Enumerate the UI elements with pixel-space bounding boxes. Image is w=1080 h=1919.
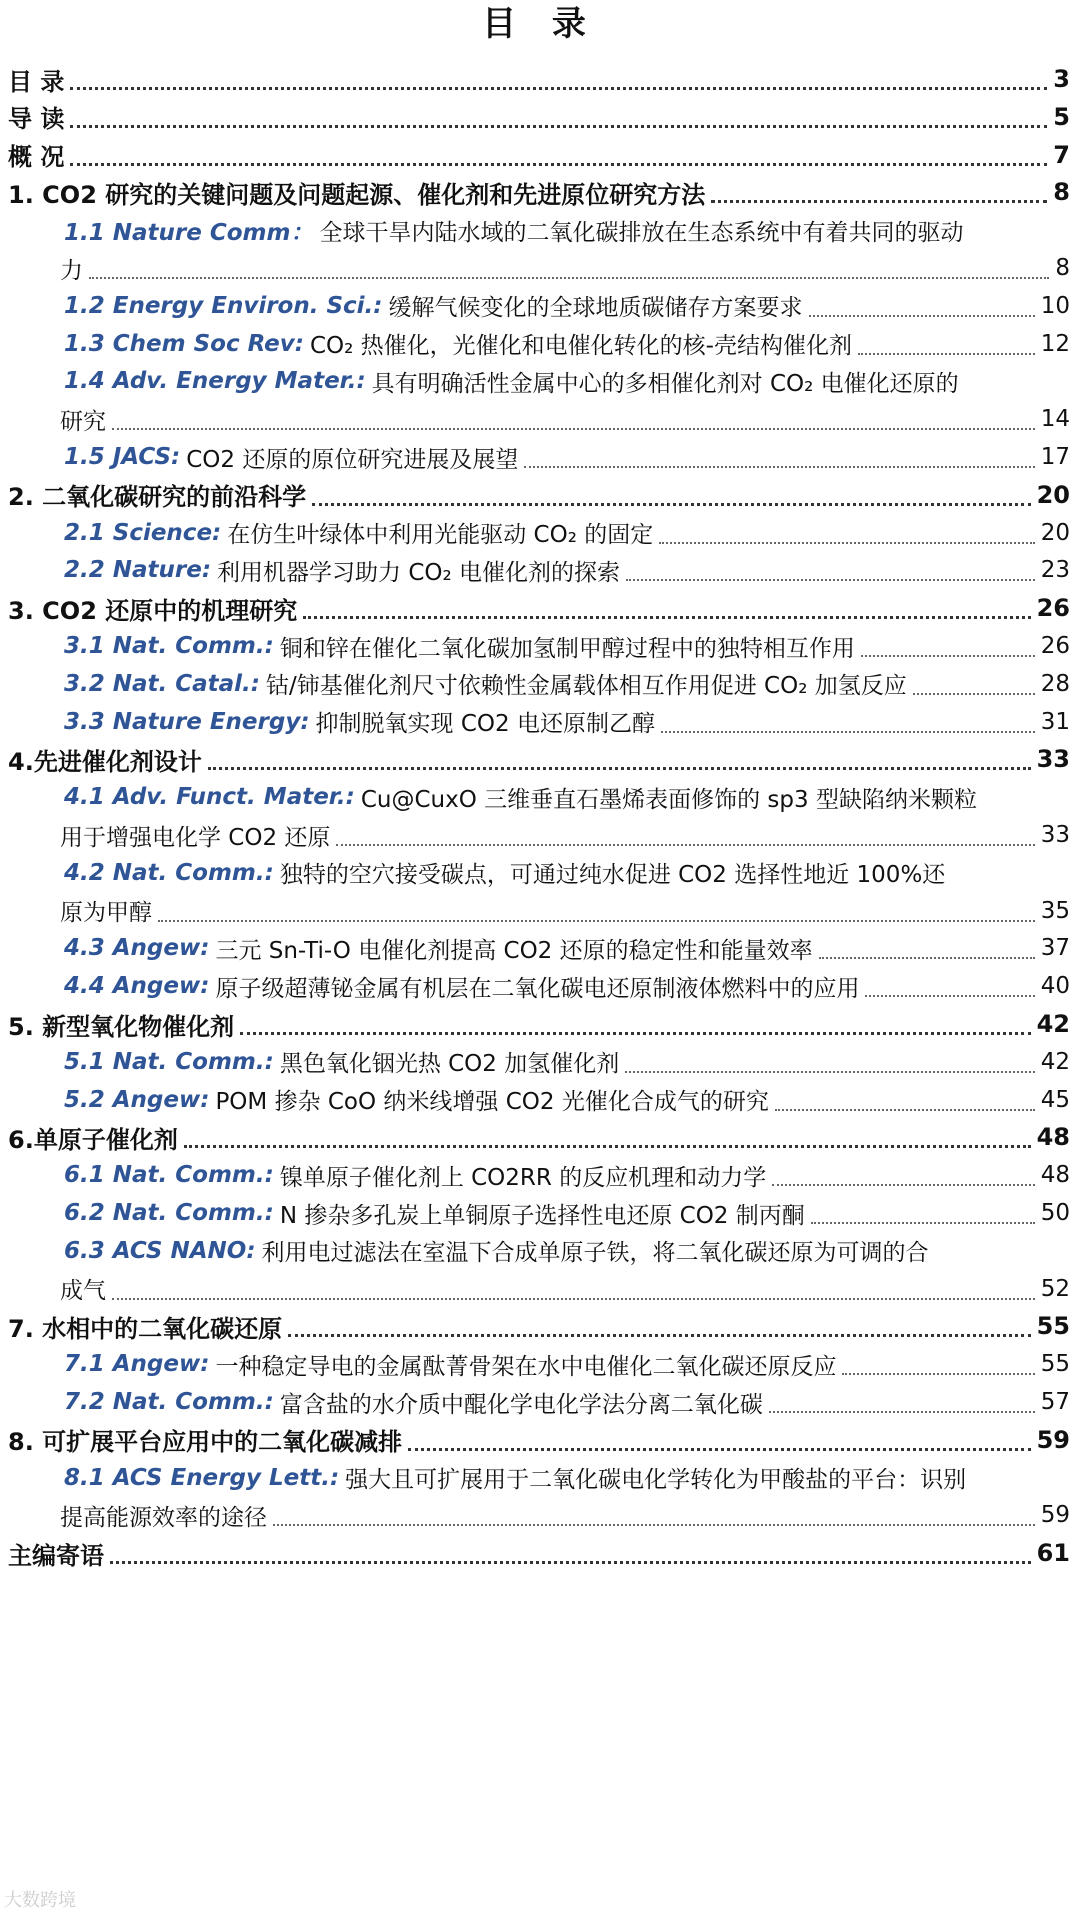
entry-title: 黑色氧化铟光热 CO2 加氢催化剂: [279, 1051, 620, 1078]
entry-title: 在仿生叶绿体中利用光能驱动 CO₂ 的固定: [227, 522, 654, 549]
journal-name: 3.1 Nat. Comm.:: [64, 633, 274, 659]
entry-title: 力: [60, 257, 83, 284]
entry-title: 缓解气候变化的全球地质碳储存方案要求: [388, 295, 803, 322]
entry-title: 用于增强电化学 CO2 还原: [60, 824, 331, 851]
entry-title: 抑制脱氧实现 CO2 电还原制乙醇: [315, 711, 655, 738]
dot-leader: [775, 1109, 1035, 1111]
dot-leader: [858, 353, 1035, 355]
entry-title: 提高能源效率的途径: [60, 1504, 267, 1531]
page-number: 26: [1040, 633, 1070, 659]
page-number: 59: [1036, 1425, 1070, 1454]
dot-leader: [711, 200, 1047, 203]
page-number: 12: [1040, 330, 1070, 357]
dot-leader: [659, 542, 1034, 544]
dot-leader: [626, 579, 1035, 581]
entry-title: 导 读: [8, 105, 65, 134]
page-number: 28: [1040, 670, 1070, 697]
dot-leader: [70, 125, 1047, 128]
journal-name: 3.2 Nat. Catal.:: [64, 670, 260, 697]
dot-leader: [913, 693, 1035, 695]
entry-title: 利用机器学习助力 CO₂ 电催化剂的探索: [217, 559, 621, 586]
entry-title: 利用电过滤法在室温下合成单原子铁，将二氧化碳还原为可调的合: [261, 1240, 929, 1267]
dot-leader: [819, 957, 1035, 959]
journal-name: 1.3 Chem Soc Rev:: [64, 330, 304, 357]
entry-title: 强大且可扩展用于二氧化碳电化学转化为甲酸盐的平台：识别: [345, 1467, 967, 1494]
page-number: 57: [1040, 1389, 1070, 1415]
dot-leader: [208, 767, 1031, 770]
entry-title: 概 况: [8, 143, 65, 172]
journal-name: 6.2 Nat. Comm.:: [64, 1200, 274, 1226]
page-number: 33: [1040, 822, 1070, 848]
dot-leader: [865, 995, 1034, 997]
dot-leader: [661, 731, 1035, 733]
dot-leader: [336, 844, 1034, 846]
journal-name: 3.3 Nature Energy:: [64, 708, 310, 735]
page-number: 20: [1036, 480, 1070, 509]
page-number: 59: [1040, 1502, 1070, 1529]
page-number: 8: [1055, 255, 1070, 281]
entry-title: 成气: [60, 1278, 106, 1305]
entry-title: N 掺杂多孔炭上单铜原子选择性电还原 CO2 制丙酮: [279, 1202, 805, 1229]
dot-leader: [112, 1298, 1035, 1300]
page-number: 26: [1036, 594, 1070, 623]
journal-name: 5.2 Angew:: [64, 1086, 210, 1113]
page-number: 52: [1040, 1275, 1070, 1302]
dot-leader: [273, 1524, 1035, 1526]
journal-name: 6.3 ACS NANO:: [64, 1237, 256, 1264]
dot-leader: [408, 1448, 1030, 1451]
page-title: 目 录: [482, 4, 598, 44]
page-number: 50: [1040, 1200, 1070, 1226]
entry-title: 钴/铈基催化剂尺寸依赖性金属载体相互作用促进 CO₂ 加氢反应: [266, 673, 907, 700]
page-number: 23: [1040, 557, 1070, 584]
journal-name: 6.1 Nat. Comm.:: [64, 1162, 274, 1189]
entry-title: 原子级超薄铋金属有机层在二氧化碳电还原制液体燃料中的应用: [215, 975, 860, 1002]
journal-name: 2.1 Science:: [64, 519, 222, 546]
entry-title: CO₂ 热催化，光催化和电催化转化的核-壳结构催化剂: [309, 333, 852, 360]
page-number: 42: [1036, 1010, 1070, 1038]
page-number: 45: [1040, 1086, 1070, 1113]
journal-name: 1.1 Nature Comm：: [64, 219, 314, 246]
dot-leader: [842, 1373, 1034, 1375]
dot-leader: [809, 315, 1035, 317]
page-number: 61: [1036, 1539, 1070, 1568]
page-number: 5: [1053, 102, 1070, 131]
dot-leader: [89, 277, 1049, 279]
entry-title: 6.单原子催化剂: [8, 1125, 178, 1154]
page-number: 40: [1040, 973, 1070, 1000]
dot-leader: [158, 920, 1035, 922]
dot-leader: [288, 1334, 1030, 1337]
journal-name: 4.3 Angew:: [64, 935, 210, 962]
entry-title: 1. CO2 研究的关键问题及问题起源、催化剂和先进原位研究方法: [8, 180, 706, 209]
page-number: 8: [1053, 178, 1070, 207]
dot-leader: [184, 1145, 1031, 1148]
entry-title: 铜和锌在催化二氧化碳加氢制甲醇过程中的独特相互作用: [279, 635, 855, 662]
dot-leader: [312, 503, 1030, 506]
page-number: 10: [1040, 292, 1070, 319]
journal-name: 2.2 Nature:: [64, 557, 212, 584]
page-number: 14: [1040, 406, 1070, 433]
journal-name: 7.1 Angew:: [64, 1351, 210, 1378]
journal-name: 1.2 Energy Environ. Sci.:: [64, 292, 383, 319]
dot-leader: [70, 87, 1047, 90]
entry-title: 7. 水相中的二氧化碳还原: [8, 1314, 283, 1343]
page-number: 33: [1036, 745, 1070, 774]
journal-name: 1.5 JACS:: [64, 444, 181, 470]
dot-leader: [769, 1411, 1035, 1413]
journal-name: 4.1 Adv. Funct. Mater.:: [64, 784, 355, 811]
journal-name: 1.4 Adv. Energy Mater.:: [64, 368, 366, 395]
journal-name: 4.2 Nat. Comm.:: [64, 859, 274, 886]
dot-leader: [70, 163, 1047, 166]
journal-name: 7.2 Nat. Comm.:: [64, 1389, 274, 1415]
page-number: 37: [1040, 935, 1070, 962]
page-number: 31: [1040, 708, 1070, 735]
dot-leader: [861, 655, 1035, 657]
watermark: 大数跨境: [4, 1890, 76, 1911]
entry-title: 5. 新型氧化物催化剂: [8, 1012, 235, 1041]
entry-title: 2. 二氧化碳研究的前沿科学: [8, 483, 307, 512]
entry-title: 全球干旱内陆水域的二氧化碳排放在生态系统中有着共同的驱动: [319, 219, 964, 246]
page-number: 48: [1040, 1162, 1070, 1189]
dot-leader: [524, 466, 1034, 468]
entry-title: 一种稳定导电的金属酞菁骨架在水中电催化二氧化碳还原反应: [215, 1353, 837, 1380]
entry-title: 8. 可扩展平台应用中的二氧化碳减排: [8, 1428, 403, 1457]
dot-leader: [811, 1222, 1035, 1224]
page-number: 48: [1036, 1123, 1070, 1152]
entry-title: 4.先进催化剂设计: [8, 747, 202, 776]
entry-title: 富含盐的水介质中醌化学电化学法分离二氧化碳: [279, 1391, 763, 1418]
page-number: 55: [1036, 1312, 1070, 1341]
page-number: 7: [1053, 140, 1070, 169]
journal-name: 8.1 ACS Energy Lett.:: [64, 1464, 340, 1491]
journal-name: 5.1 Nat. Comm.:: [64, 1048, 274, 1075]
entry-title: 具有明确活性金属中心的多相催化剂对 CO₂ 电催化还原的: [371, 370, 959, 397]
entry-title: 镍单原子催化剂上 CO2RR 的反应机理和动力学: [279, 1164, 767, 1191]
entry-title: POM 掺杂 CoO 纳米线增强 CO2 光催化合成气的研究: [215, 1089, 769, 1116]
page-number: 3: [1053, 65, 1070, 93]
journal-name: 4.4 Angew:: [64, 973, 210, 1000]
entry-title: 主编寄语: [8, 1541, 104, 1570]
page-number: 55: [1040, 1351, 1070, 1378]
page-number: 20: [1040, 519, 1070, 546]
entry-title: Cu@CuxO 三维垂直石墨烯表面修饰的 sp3 型缺陷纳米颗粒: [360, 786, 977, 813]
dot-leader: [625, 1071, 1034, 1073]
entry-title: 3. CO2 还原中的机理研究: [8, 596, 298, 625]
dot-leader: [110, 1561, 1031, 1564]
page-number: 35: [1040, 897, 1070, 924]
dot-leader: [772, 1184, 1035, 1186]
dot-leader: [240, 1032, 1030, 1035]
entry-title: 原为甲醇: [60, 900, 152, 927]
page-number: 17: [1040, 444, 1070, 470]
entry-title: CO2 还原的原位研究进展及展望: [186, 446, 519, 473]
toc-section-entry[interactable]: [0, 1530, 1080, 1576]
entry-title: 目 录: [8, 67, 65, 96]
dot-leader: [303, 616, 1030, 619]
entry-title: 三元 Sn-Ti-O 电催化剂提高 CO2 还原的稳定性和能量效率: [215, 937, 813, 964]
page-number: 42: [1040, 1048, 1070, 1075]
dot-leader: [112, 428, 1035, 430]
entry-title: 独特的空穴接受碳点，可通过纯水促进 CO2 选择性地近 100%还: [279, 862, 946, 889]
entry-title: 研究: [60, 408, 106, 435]
